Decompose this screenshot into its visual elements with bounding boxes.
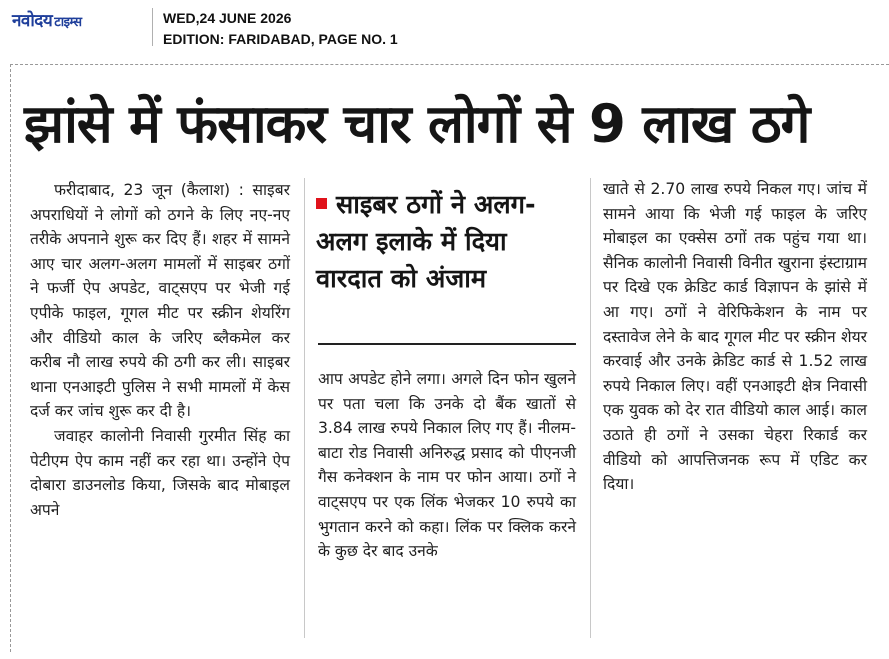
column-2-paragraph-1: आप अपडेट होने लगा। अगले दिन फोन खुलने पर पता चला कि उनके दो बैंक खातों से 3.84 लाख रुपये निकाल लिए गए हैं। नीलम-बाटा रोड निवासी अनिरुद्ध प्रसाद को पीएनजी गैस कनेक्शन के नाम पर फोन आया। ठगों ने वाट्सएप पर एक लिंक भेजकर 10 रुपये का भुगतान करने को कहा। लिंक पर क्लिक करने के कुछ देर बाद उनके bbox=[318, 370, 576, 561]
logo-main-text: नवोदय bbox=[12, 11, 53, 31]
column-divider bbox=[590, 178, 591, 638]
column-3-paragraph-1: खाते से 2.70 लाख रुपये निकल गए। जांच में सामने आया कि भेजी गई फाइल के जरिए मोबाइल का एक्सेस ठगों तक पहुंच गया था। सैनिक कालोनी निवासी विनीत खुराना इंस्टाग्राम पर दिखे एक क्रेडिट कार्ड विज्ञापन के झांसे में आ गए। ठगों ने वेरिफिकेशन के नाम पर दस्तावेज लेने के बाद गूगल मीट पर स्क्रीन शेयर करवाई और उनके क्रेडिट कार्ड से 1.52 लाख रुपये निकाल लिए। वहीं एनआइटी क्षेत्र निवासी एक युवक को देर रात वीडियो काल आई। काल उठाते ही ठगों ने उसका चेहरा रिकार्ड कर वीडियो को आपत्तिजनक रूप में एडिट कर दिया। bbox=[603, 180, 867, 494]
clip-border-left bbox=[10, 64, 11, 652]
edition-label: EDITION: FARIDABAD, PAGE NO. 1 bbox=[163, 31, 398, 47]
article-column-3 bbox=[603, 177, 867, 497]
masthead-bar bbox=[0, 0, 889, 58]
article-headline: झांसे में फंसाकर चार लोगों से 9 लाख ठगे bbox=[24, 94, 810, 155]
red-square-bullet-icon bbox=[316, 198, 327, 209]
column-divider bbox=[304, 178, 305, 638]
edition-info bbox=[163, 8, 398, 50]
subheading-rule bbox=[318, 343, 576, 345]
clip-border-top bbox=[10, 64, 889, 65]
issue-date: WED,24 JUNE 2026 bbox=[163, 10, 292, 26]
header-divider bbox=[152, 8, 153, 46]
article-column-1 bbox=[30, 178, 290, 522]
newspaper-logo bbox=[12, 8, 82, 31]
column-1-paragraph-1: फरीदाबाद, 23 जून (कैलाश) : साइबर अपराधियों ने लोगों को ठगने के लिए नए-नए तरीके अपनाने शुरू कर दिए हैं। शहर में सामने आए चार अलग-अलग मामलों में साइबर ठगों ने फर्जी ऐप अपडेट, वाट्सएप पर भेजी गई एपीके फाइल, गूगल मीट पर स्क्रीन शेयरिंग और वीडियो काल के जरिए ब्लैकमेल कर करीब नौ लाख रुपये की ठगी कर ली। साइबर थाना एनआइटी पुलिस ने सभी मामलों में केस दर्ज कर जांच शुरू कर दी है। bbox=[30, 181, 290, 421]
article-column-2 bbox=[318, 367, 576, 564]
logo-sub-text: टाइम्स bbox=[54, 15, 82, 30]
subheading-text: साइबर ठगों ने अलग-अलग इलाके में दिया वारदात को अंजाम bbox=[316, 190, 536, 294]
article-subheading bbox=[316, 187, 576, 298]
column-1-paragraph-2: जवाहर कालोनी निवासी गुरमीत सिंह का पेटीएम ऐप काम नहीं कर रहा था। उन्होंने ऐप दोबारा डाउनलोड किया, जिसके बाद मोबाइल अपने bbox=[30, 426, 290, 519]
